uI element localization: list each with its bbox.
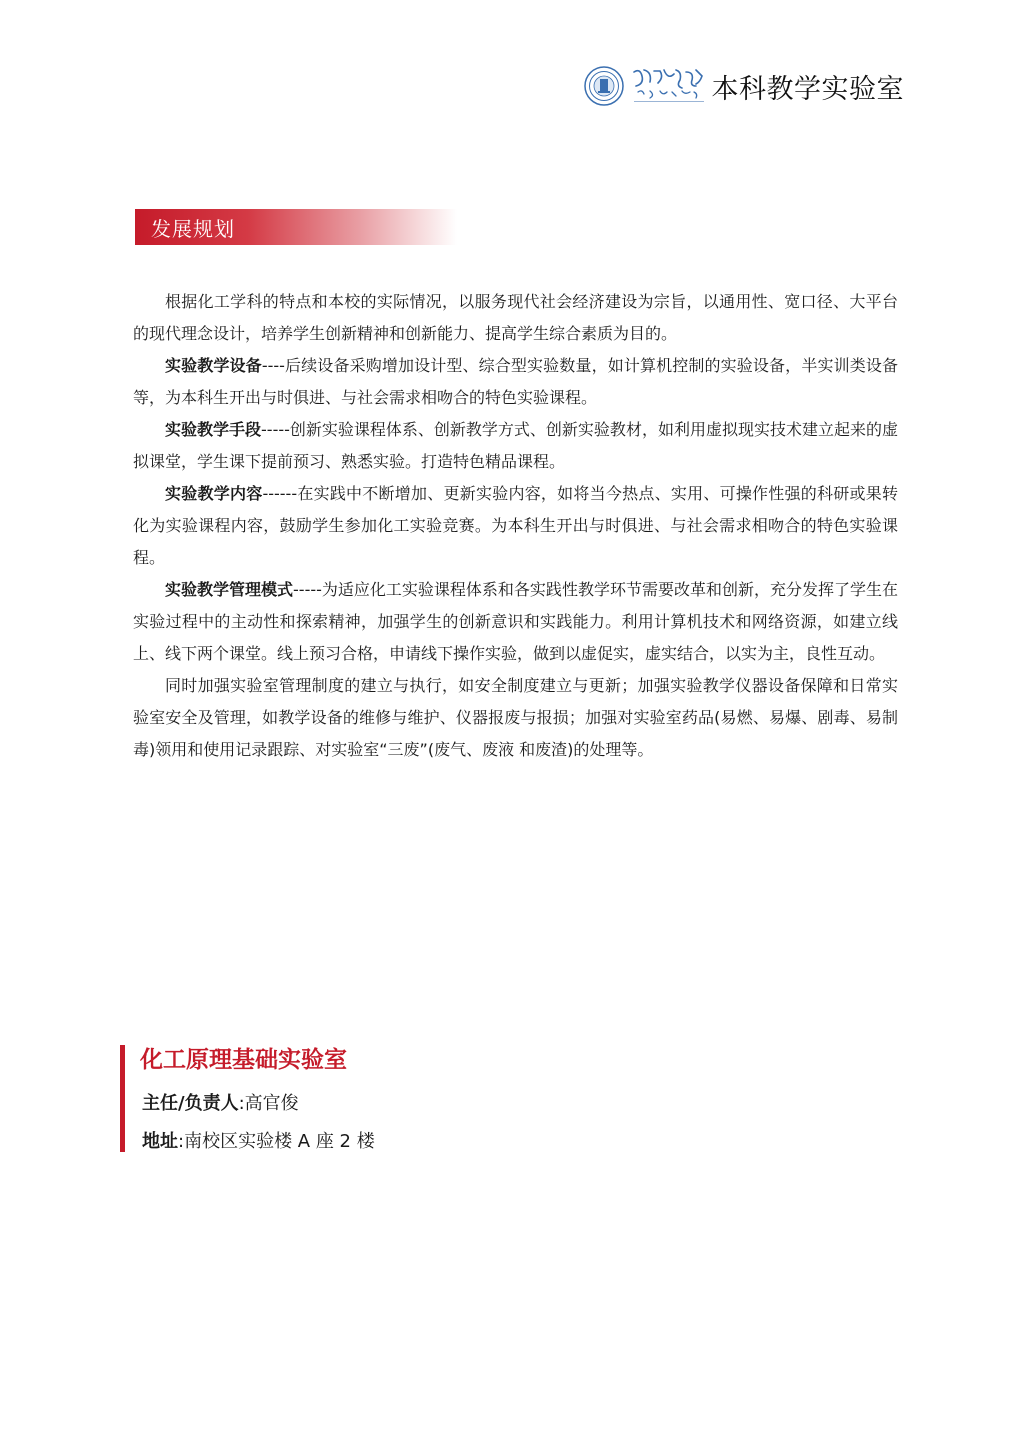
lab-director-separator: : (238, 1093, 245, 1114)
lab-director (142, 1089, 299, 1115)
section-body (133, 286, 898, 766)
paragraph-methods (133, 414, 898, 478)
lab-name: 化工原理基础实验室 (140, 1047, 347, 1073)
section-banner (135, 209, 457, 245)
section-title: 发展规划 (151, 216, 235, 241)
paragraph-lead: 实验教学设备 (165, 356, 262, 375)
paragraph-lead: 实验教学手段 (165, 420, 262, 439)
lab-info (120, 1041, 620, 1152)
paragraph-intro (133, 286, 898, 350)
lab-director-value: 高官俊 (244, 1093, 299, 1114)
university-name-calligraphy-icon (630, 66, 708, 106)
lab-address-label: 地址 (142, 1131, 178, 1152)
page-header (584, 66, 905, 106)
lab-address (142, 1127, 375, 1153)
paragraph-equipment (133, 350, 898, 414)
paragraph-content (133, 478, 898, 574)
paragraph-management (133, 574, 898, 670)
paragraph-text: 同时加强实验室管理制度的建立与执行，如安全制度建立与更新；加强实验教学仪器设备保障和日常实验室安全及管理，如教学设备的维修与维护、仪器报废与报损；加强对实验室药品(易燃、易爆、剧毒、易制毒)领用和使用记录跟踪、对实验室“三废”(废气、废液 和废渣)的处理等。 (133, 676, 898, 759)
paragraph-text: ----后续设备采购增加设计型、综合型实验数量，如计算机控制的实验设备，半实训类设备等，为本科生开出与时俱进、与社会需求相吻合的特色实验课程。 (133, 356, 898, 407)
paragraph-lead: 实验教学内容 (165, 484, 263, 503)
lab-address-value: 南校区实验楼 A 座 2 楼 (184, 1131, 375, 1152)
university-seal-logo-icon (584, 66, 624, 106)
paragraph-text: ------在实践中不断增加、更新实验内容，如将当今热点、实用、可操作性强的科研或果转化为实验课程内容，鼓励学生参加化工实验竞赛。为本科生开出与时俱进、与社会需求相吻合的特色实验课程。 (133, 484, 898, 567)
paragraph-safety (133, 670, 898, 766)
paragraph-lead: 实验教学管理模式 (165, 580, 294, 599)
lab-accent-bar (120, 1045, 125, 1152)
paragraph-text: 根据化工学科的特点和本校的实际情况，以服务现代社会经济建设为宗旨，以通用性、宽口径、大平台的现代理念设计，培养学生创新精神和创新能力、提高学生综合素质为目的。 (133, 292, 898, 343)
header-title: 本科教学实验室 (711, 73, 904, 105)
lab-address-separator: : (178, 1131, 185, 1152)
paragraph-text: -----创新实验课程体系、创新教学方式、创新实验教材，如利用虚拟现实技术建立起来的虚拟课堂，学生课下提前预习、熟悉实验。打造特色精品课程。 (133, 420, 898, 471)
paragraph-text: -----为适应化工实验课程体系和各实践性教学环节需要改革和创新，充分发挥了学生在实验过程中的主动性和探索精神，加强学生的创新意识和实践能力。利用计算机技术和网络资源，如建立线上、线下两个课堂。线上预习合格，申请线下操作实验，做到以虚促实，虚实结合，以实为主，良性互动。 (133, 580, 898, 663)
lab-director-label: 主任/负责人 (142, 1093, 239, 1114)
